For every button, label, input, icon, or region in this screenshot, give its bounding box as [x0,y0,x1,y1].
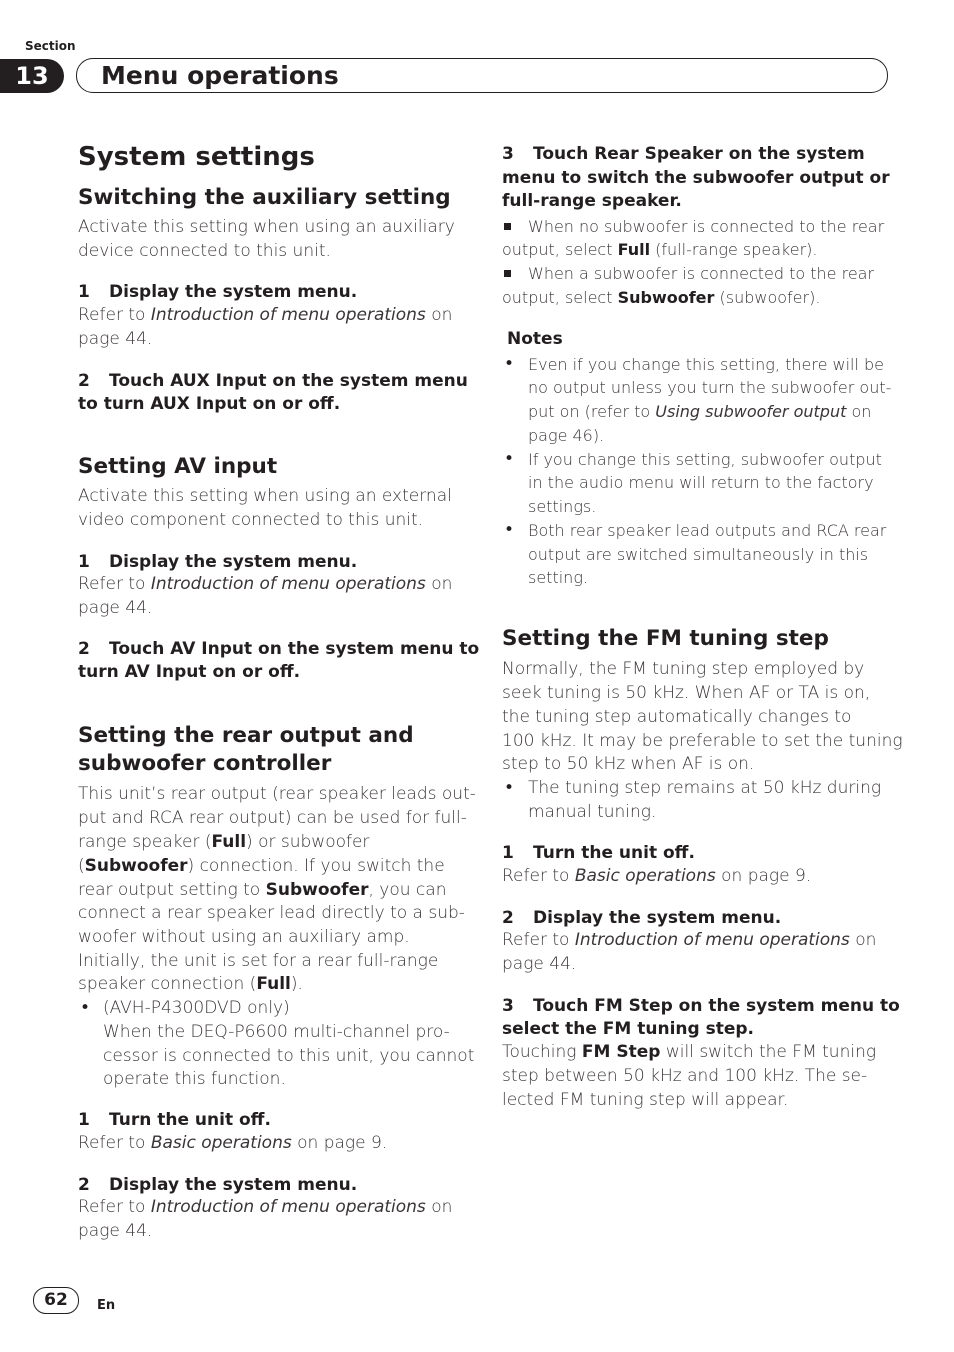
text: (subwoofer). [714,288,821,307]
step-label: Touch AUX Input on the system menu [109,371,468,391]
rear-body-line: woofer without using an auxiliary amp. [78,927,410,947]
text: on [846,402,872,421]
fm-step-2-ref [502,929,876,953]
rear-step-3-line3: full-range speaker. [502,191,682,211]
fm-step-3-desc-line: step between 50 kHz and 100 kHz. The se- [502,1066,868,1086]
section-number-badge: 13 [0,59,64,93]
step-number: 1 [78,282,90,302]
av-step-1-ref-page: page 44. [78,598,153,618]
chapter-header [76,58,888,93]
step-number: 2 [78,1175,90,1195]
av-step-2-line2: turn AV Input on or off. [78,662,301,682]
fm-intro-line: step to 50 kHz when AF is on. [502,754,755,774]
rear-step-2-ref [78,1196,452,1220]
ref-text: Refer to [78,1133,151,1153]
ref-text: on [425,1197,453,1217]
ref-text: Refer to [78,1197,151,1217]
sq1-line1: When no subwoofer is connected to the rear [528,217,885,236]
option-full: Full [256,974,291,994]
note-line [528,400,871,424]
ref-link[interactable]: Introduction of menu operations [150,305,426,325]
text: Touching [502,1042,582,1062]
fm-step-2-ref-page: page 44. [502,954,577,974]
fm-intro-line: the tuning step automatically changes to [502,707,852,727]
fm-step-1 [502,842,695,866]
sq1-line2 [502,238,817,262]
note-line: page 46). [528,426,605,445]
aux-intro-line: device connected to this unit. [78,241,331,261]
ref-text: Refer to [502,930,575,950]
option-full: Full [617,240,651,259]
heading-av: Setting AV input [78,454,278,479]
rear-bullet-line: cessor is connected to this unit, you cannot [103,1046,475,1066]
sq2-line1: When a subwoofer is connected to the rear [528,264,875,283]
text: speaker connection ( [78,974,257,994]
step-label: Display the system menu. [109,282,358,302]
aux-step-2 [78,370,468,394]
ref-link[interactable]: Using subwoofer output [655,402,847,421]
text: ). [290,974,303,994]
fm-step-2 [502,907,781,931]
fm-step-3-desc [502,1041,876,1065]
aux-step-1-ref [78,304,452,328]
fm-intro-line: Normally, the FM tuning step employed by [502,659,865,679]
step-number: 3 [502,144,514,164]
rear-body-line: put and RCA rear output) can be used for full- [78,808,467,828]
bullet-icon: • [504,520,515,540]
fm-bullet-line: manual tuning. [528,802,657,822]
ref-text: on page 9. [715,866,812,886]
note-line: no output unless you turn the subwoofer out- [528,378,892,397]
ref-link[interactable]: Introduction of menu operations [574,930,850,950]
step-label: Turn the unit off. [109,1110,271,1130]
option-subwoofer: Subwoofer [84,856,188,876]
language-label: En [97,1298,116,1313]
heading-rear-line1: Setting the rear output and [78,723,414,748]
step-number: 2 [502,908,514,928]
step-label: Display the system menu. [533,908,782,928]
ref-text: Refer to [78,305,151,325]
text: ) connection. If you switch the [187,856,445,876]
ref-text: Refer to [78,574,151,594]
option-subwoofer: Subwoofer [265,880,369,900]
bullet-icon: • [504,449,515,469]
text: range speaker ( [78,832,212,852]
note-line: setting. [528,568,588,587]
notes-heading: Notes [507,329,563,349]
step-number: 1 [78,552,90,572]
note-line: output are switched simultaneously in this [528,545,869,564]
text: ( [78,856,85,876]
step-number: 2 [78,371,90,391]
aux-step-2-line2: to turn AUX Input on or off. [78,394,341,414]
note-line: Both rear speaker lead outputs and RCA rear [528,521,887,540]
ref-link[interactable]: Introduction of menu operations [150,1197,426,1217]
rear-bullet-line: operate this function. [103,1069,286,1089]
ref-link[interactable]: Introduction of menu operations [150,574,426,594]
rear-body-line [78,973,303,997]
rear-body-line: connect a rear speaker lead directly to a sub- [78,903,465,923]
rear-body-line: Initially, the unit is set for a rear full-range [78,951,439,971]
ref-link[interactable]: Basic operations [574,866,716,886]
fm-step-3 [502,995,900,1019]
av-step-2 [78,638,479,662]
rear-bullet-line: (AVH-P4300DVD only) [103,998,290,1018]
text: (full-range speaker). [650,240,818,259]
text: rear output setting to [78,880,266,900]
text: , you can [368,880,447,900]
heading-aux: Switching the auxiliary setting [78,185,451,210]
rear-step-2 [78,1174,357,1198]
aux-step-1 [78,281,357,305]
fm-intro-line: 100 kHz. It may be preferable to set the tuning [502,731,903,751]
square-bullet-icon [504,223,511,230]
fm-step-1-ref [502,865,811,889]
ref-text: on [849,930,877,950]
heading-fm: Setting the FM tuning step [502,626,829,651]
bullet-icon: • [504,354,515,374]
step-number: 1 [78,1110,90,1130]
heading-rear-line2: subwoofer controller [78,751,332,776]
aux-step-1-ref-page: page 44. [78,329,153,349]
page-title: System settings [78,142,315,172]
step-label: Touch Rear Speaker on the system [533,144,865,164]
text: output, select [502,240,618,259]
text: output, select [502,288,618,307]
section-label: Section [25,39,76,53]
page-number: 62 [33,1287,79,1314]
text: will switch the FM tuning [660,1042,877,1062]
fm-intro-line: seek tuning is 50 kHz. When AF or TA is on, [502,683,871,703]
note-line: If you change this setting, subwoofer output [528,450,882,469]
rear-body-line [78,855,445,879]
step-label: Display the system menu. [109,552,358,572]
fm-step-3-desc-line: lected FM tuning step will appear. [502,1090,789,1110]
text: put on (refer to [528,402,656,421]
ref-text: Refer to [502,866,575,886]
text: ) or subwoofer [246,832,370,852]
fm-step-3-line2: select the FM tuning step. [502,1019,755,1039]
bullet-icon: • [504,778,515,798]
rear-body-line [78,831,369,855]
step-number: 1 [502,843,514,863]
ref-text: on [425,574,453,594]
rear-step-3-line2: menu to switch the subwoofer output or [502,168,890,188]
aux-intro-line: Activate this setting when using an auxiliary [78,217,455,237]
note-line: in the audio menu will return to the factory [528,473,874,492]
rear-step-2-ref-page: page 44. [78,1221,153,1241]
option-subwoofer: Subwoofer [617,288,715,307]
av-intro-line: Activate this setting when using an external [78,486,452,506]
sq2-line2 [502,286,820,310]
rear-body-line: This unit’s rear output (rear speaker leads out- [78,784,476,804]
rear-step-1-ref [78,1132,387,1156]
step-label: Turn the unit off. [533,843,695,863]
option-fm-step: FM Step [581,1042,661,1062]
step-label: Display the system menu. [109,1175,358,1195]
rear-step-1 [78,1109,271,1133]
ref-link[interactable]: Basic operations [150,1133,292,1153]
ref-text: on page 9. [291,1133,388,1153]
option-full: Full [211,832,247,852]
av-step-1-ref [78,573,452,597]
bullet-icon: • [80,998,91,1018]
rear-bullet-line: When the DEQ-P6600 multi-channel pro- [103,1022,450,1042]
chapter-title: Menu operations [101,61,339,90]
step-label: Touch FM Step on the system menu to [533,996,900,1016]
rear-body-line [78,879,446,903]
av-intro-line: video component connected to this unit. [78,510,424,530]
note-line: settings. [528,497,597,516]
square-bullet-icon [504,270,511,277]
fm-bullet-line: The tuning step remains at 50 kHz during [528,778,882,798]
ref-text: on [425,305,453,325]
step-label: Touch AV Input on the system menu to [109,639,480,659]
step-number: 2 [78,639,90,659]
rear-step-3 [502,143,865,167]
note-line: Even if you change this setting, there will be [528,355,884,374]
av-step-1 [78,551,357,575]
step-number: 3 [502,996,514,1016]
